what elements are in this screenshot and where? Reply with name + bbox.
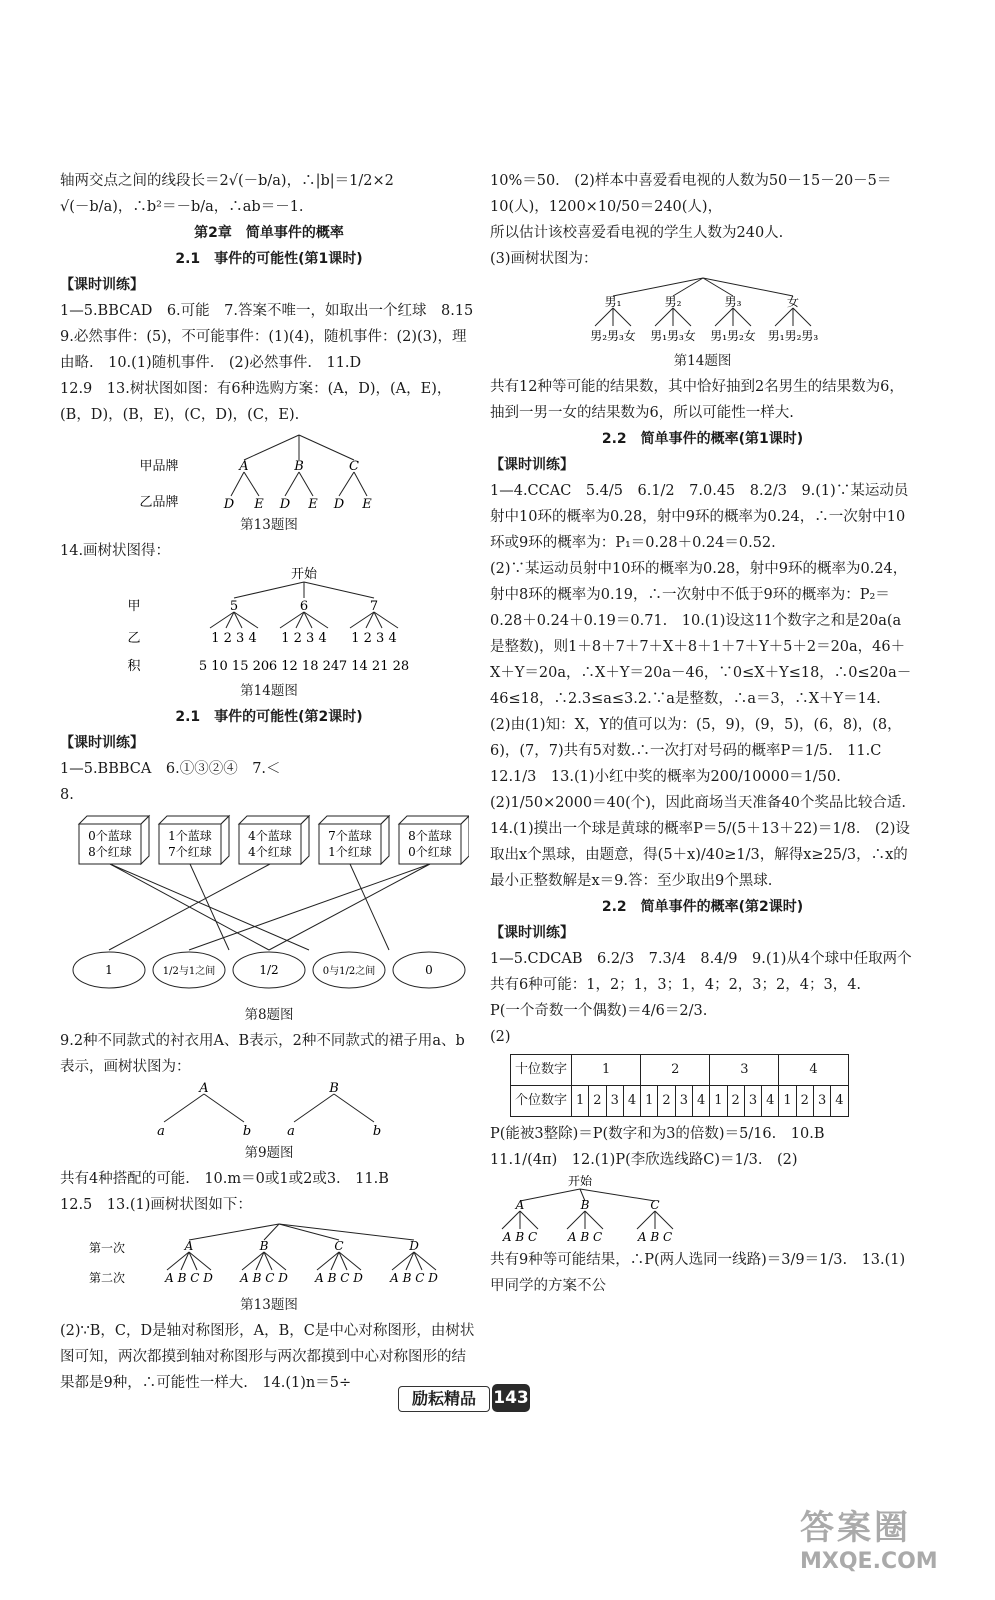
tree-start: 开始 xyxy=(567,1175,593,1188)
answer-paragraph: (2)∵某运动员射中10环的概率为0.28，射中9环的概率为0.24，射中8环的概率为0.19，∴一次射中不低于9环的概率为：P₂＝0.28＋0.24＋0.19＝0.71. 10.(1)设这11个数字之和是20a(a是整数)，则1＋8＋7＋7＋X＋8＋1＋7＋Y＋5＋2＝20a，46＋X＋Y＝20a，∴X＋Y＝20a－46，∵0≤X＋Y≤18，∴0≤20a－46≤18，∴2.3≤a≤3.2.∵a是整数，∴a＝3，∴X＋Y＝14. (2)由(1)知：X，Y的值可以为：(5，9)，(9，5)，(6，8)，(8，6)，(7，7)共有5对数.∴一次打对号码的概率P＝1/5. 11.C 12.1/3 13.(1)小红中奖的概率为200/10000＝1/50. (2)1/50×2000＝40(个)，因此商场当天准备40个奖品比较合适. 14.(1)摸出一个球是黄球的概率P＝5/(5＋13＋22)＝1/8. (2)设取出x个黑球，由题意，得(5＋x)/40≥1/3，解得x≥25/3，∴x的最小正整数解是x＝9.答：至少取出9个黑球. xyxy=(490,561,921,889)
tree-leaf: b xyxy=(242,1124,252,1138)
tree-node: 男₃ xyxy=(724,295,741,309)
oval-label: 1/2 xyxy=(259,963,279,977)
tree-leaf: A B C D xyxy=(390,1271,438,1285)
diagram-8 xyxy=(69,810,469,1000)
box-label: 1个红球 xyxy=(328,845,372,859)
tree-node: B xyxy=(294,459,304,474)
box-label: 7个蓝球 xyxy=(328,829,372,843)
answer-paragraph: 1—5.CDCAB 6.2/3 7.3/4 8.4/9 9.(1)从4个球中任取两个共有6种可能：1，2；1，3；1，4；2，3；2，4；3，4. xyxy=(490,951,912,993)
tree-node: 6 xyxy=(299,599,309,614)
table-cell: 4 xyxy=(762,1086,779,1117)
oval-label: 1 xyxy=(105,963,113,977)
answer-paragraph: 1—5.BBBCA 6.①③②④ 7.＜ xyxy=(60,761,281,777)
tree-diagram-14a xyxy=(104,566,434,676)
answer-paragraph: P(能被3整除)＝P(数字和为3的倍数)＝5/16. 10.B xyxy=(490,1126,825,1142)
table-cell: 3 xyxy=(710,1055,779,1086)
answer-paragraph: 共有12种等可能的结果数，其中恰好抽到2名男生的结果数为6，抽到一男一女的结果数为6，所以可能性一样大. xyxy=(490,379,904,421)
table-cell: 1 xyxy=(572,1086,589,1117)
text-line: √(－b/a)，∴b²＝－b/a，∴ab＝－1. xyxy=(60,199,304,215)
tree-leaf: 1 2 3 4 xyxy=(211,631,257,646)
tree-label: 甲 xyxy=(127,599,141,614)
tree-diagram-9 xyxy=(119,1082,419,1138)
box-label: 8个红球 xyxy=(88,845,132,859)
table-cell: 4 xyxy=(692,1086,709,1117)
tree-leaf: A B C xyxy=(637,1230,673,1244)
figure-caption: 第8题图 xyxy=(244,1007,294,1023)
left-column xyxy=(60,168,488,1396)
tree-leaf: a xyxy=(157,1124,165,1138)
answer-paragraph: 8. xyxy=(60,787,74,803)
box-label: 0个红球 xyxy=(408,845,452,859)
tree-product: 6 12 18 24 xyxy=(268,659,340,674)
figure-caption: 第9题图 xyxy=(244,1145,294,1161)
table-cell: 2 xyxy=(641,1055,710,1086)
lesson-tag: 【课时训练】 xyxy=(60,735,144,751)
box-label: 4个红球 xyxy=(248,845,292,859)
tree-leaf: A B C D xyxy=(240,1271,288,1285)
figure-caption: 第13题图 xyxy=(240,1297,298,1313)
tree-leaf: E xyxy=(362,497,372,510)
tree-node: A xyxy=(199,1082,209,1096)
figure-caption: 第14题图 xyxy=(673,353,732,369)
text-line: 轴两交点之间的线段长＝2√(－b/a)，∴|b|＝1/2×2 xyxy=(60,173,394,189)
answer-paragraph: P(一个奇数一个偶数)＝4/6＝2/3. xyxy=(490,1003,708,1019)
table-cell: 3 xyxy=(606,1086,623,1117)
answer-paragraph: 9.2种不同款式的衬衣用A、B表示，2种不同款式的裙子用a、b表示，画树状图为： xyxy=(60,1033,465,1075)
answer-paragraph: (2)∵B，C，D是轴对称图形，A，B，C是中心对称图形，由树状图可知，两次都摸到轴对称图形与两次都摸到中心对称图形的结果都是9种，∴可能性一样大. 14.(1)n＝5÷ xyxy=(60,1323,475,1391)
table-cell: 3 xyxy=(675,1086,692,1117)
tree-leaf: a xyxy=(287,1124,295,1138)
tree-product: 7 14 21 28 xyxy=(338,659,410,674)
tree-leaf: 男₁男₃女 xyxy=(649,329,696,343)
table-cell: 1 xyxy=(572,1055,641,1086)
figure-caption: 第13题图 xyxy=(240,517,298,533)
answer-paragraph: 12.5 13.(1)画树状图如下： xyxy=(60,1197,252,1213)
brand-label: 励耘精品 xyxy=(398,1386,490,1412)
table-cell: 4 xyxy=(831,1086,848,1117)
box-label: 4个蓝球 xyxy=(248,829,292,843)
page-footer xyxy=(398,1382,598,1416)
tree-node: A xyxy=(184,1239,194,1253)
answer-paragraph: 1—4.CCAC 5.4/5 6.1/2 7.0.45 8.2/3 9.(1)∵某运动员射中10环的概率为0.28，射中9环的概率为0.24，∴一次射中10环或9环的概率为：P₁＝0.28＋0.24＝0.52. xyxy=(490,483,909,551)
answer-paragraph: 14.画树状图得： xyxy=(60,543,171,559)
tree-node: 男₁ xyxy=(604,295,621,309)
tree-leaf: A B C D xyxy=(165,1271,213,1285)
tree-node: 女 xyxy=(786,295,799,309)
tree-leaf: A B C xyxy=(567,1230,603,1244)
table-header: 十位数字 xyxy=(511,1055,572,1086)
tree-node: D xyxy=(409,1239,419,1253)
tree-diagram-13b xyxy=(79,1220,459,1290)
page-number: 143 xyxy=(492,1384,530,1412)
tree-label: 积 xyxy=(127,659,141,674)
box-label: 1个蓝球 xyxy=(168,829,212,843)
section-title: 2.2 简单事件的概率(第2课时) xyxy=(601,899,804,915)
table-cell: 4 xyxy=(779,1055,848,1086)
tree-node: 5 xyxy=(229,599,239,614)
oval-label: 1/2与1之间 xyxy=(162,966,216,977)
tree-leaf: D xyxy=(333,497,345,510)
table-cell: 4 xyxy=(623,1086,640,1117)
box-label: 7个红球 xyxy=(168,845,212,859)
tree-label: 乙 xyxy=(127,631,141,646)
oval-label: 0 xyxy=(425,963,433,977)
table-cell: 2 xyxy=(796,1086,813,1117)
tree-leaf: E xyxy=(308,497,318,510)
section-title: 2.2 简单事件的概率(第1课时) xyxy=(601,431,804,447)
tree-node: 7 xyxy=(369,599,379,614)
answer-paragraph: 所以估计该校喜爱看电视的学生人数为240人. xyxy=(490,225,784,241)
answer-paragraph: 1—5.BBCAD 6.可能 7.答案不唯一，如取出一个红球 8.15 9.必然事件：(5)，不可能事件：(1)(4)，随机事件：(2)(3)，理由略. 10.(1)随机事件. (2)必然事件. 11.D xyxy=(60,303,488,371)
table-cell: 2 xyxy=(658,1086,675,1117)
digit-table xyxy=(510,1054,849,1117)
tree-leaf: 男₂男₃女 xyxy=(589,329,636,343)
tree-leaf: D xyxy=(223,497,235,510)
watermark-cn: 答案圈 xyxy=(800,1508,911,1548)
tree-node: B xyxy=(259,1239,269,1253)
answer-paragraph: (2) xyxy=(490,1029,511,1045)
answer-paragraph: 12.9 13.树状图如图：有6种选购方案：(A，D)，(A，E)，(B，D)，(B，E)，(C，D)，(C，E). xyxy=(60,381,452,423)
table-cell: 3 xyxy=(744,1086,761,1117)
answer-paragraph: 10%＝50. (2)样本中喜爱看电视的人数为50－15－20－5＝10(人)，1200×10/50＝240(人)， xyxy=(490,173,892,215)
tree-label: 第一次 xyxy=(88,1241,126,1255)
tree-node: B xyxy=(580,1198,590,1212)
lesson-tag: 【课时训练】 xyxy=(60,277,144,293)
table-cell: 1 xyxy=(779,1086,796,1117)
tree-node: C xyxy=(650,1198,660,1212)
tree-start: 开始 xyxy=(290,567,318,582)
tree-diagram-14b xyxy=(553,274,853,346)
answer-paragraph: 共有4种搭配的可能. 10.m＝0或1或2或3. 11.B xyxy=(60,1171,389,1187)
tree-node: A xyxy=(239,459,249,474)
tree-node: 男₂ xyxy=(664,295,681,309)
tree-leaf: 1 2 3 4 xyxy=(281,631,327,646)
tree-leaf: b xyxy=(372,1124,382,1138)
tree-leaf: 男₁男₂男₃ xyxy=(767,329,818,343)
tree-label: 乙品牌 xyxy=(139,495,179,510)
box-label: 8个蓝球 xyxy=(408,829,452,843)
tree-leaf: 1 2 3 4 xyxy=(351,631,397,646)
watermark-en: MXQE.COM xyxy=(800,1549,938,1574)
tree-diagram-12 xyxy=(490,1175,710,1245)
tree-node: C xyxy=(334,1239,344,1253)
tree-node: C xyxy=(349,459,359,474)
section-title: 2.1 事件的可能性(第2课时) xyxy=(175,709,363,725)
answer-paragraph: 11.1/(4π) 12.(1)P(李欣选线路C)＝1/3. (2) xyxy=(490,1152,798,1168)
watermark xyxy=(800,1500,980,1595)
table-cell: 1 xyxy=(641,1086,658,1117)
tree-label: 甲品牌 xyxy=(139,459,179,474)
lesson-tag: 【课时训练】 xyxy=(490,925,574,941)
answer-paragraph: (3)画树状图为： xyxy=(490,251,598,267)
tree-leaf: D xyxy=(279,497,291,510)
table-cell: 2 xyxy=(589,1086,606,1117)
table-cell: 3 xyxy=(813,1086,830,1117)
tree-leaf: 男₁男₂女 xyxy=(709,329,756,343)
chapter-title: 第2章 简单事件的概率 xyxy=(194,225,344,241)
tree-product: 5 10 15 20 xyxy=(198,659,270,674)
lesson-tag: 【课时训练】 xyxy=(490,457,574,473)
answer-paragraph: 共有9种等可能结果，∴P(两人选同一线路)＝3/9＝1/3. 13.(1)甲同学的方案不公 xyxy=(490,1252,906,1294)
tree-node: B xyxy=(329,1082,339,1096)
figure-caption: 第14题图 xyxy=(240,683,298,699)
right-column xyxy=(490,168,921,1299)
section-title: 2.1 事件的可能性(第1课时) xyxy=(175,251,363,267)
tree-leaf: A B C D xyxy=(315,1271,363,1285)
tree-leaf: E xyxy=(254,497,264,510)
oval-label: 0与1/2之间 xyxy=(322,966,376,977)
table-cell: 1 xyxy=(710,1086,727,1117)
tree-label: 第二次 xyxy=(88,1271,126,1285)
tree-node: A xyxy=(515,1198,525,1212)
tree-diagram-13a xyxy=(119,430,419,510)
tree-leaf: A B C xyxy=(502,1230,538,1244)
table-header: 个位数字 xyxy=(511,1086,572,1117)
table-cell: 2 xyxy=(727,1086,744,1117)
box-label: 0个蓝球 xyxy=(88,829,132,843)
